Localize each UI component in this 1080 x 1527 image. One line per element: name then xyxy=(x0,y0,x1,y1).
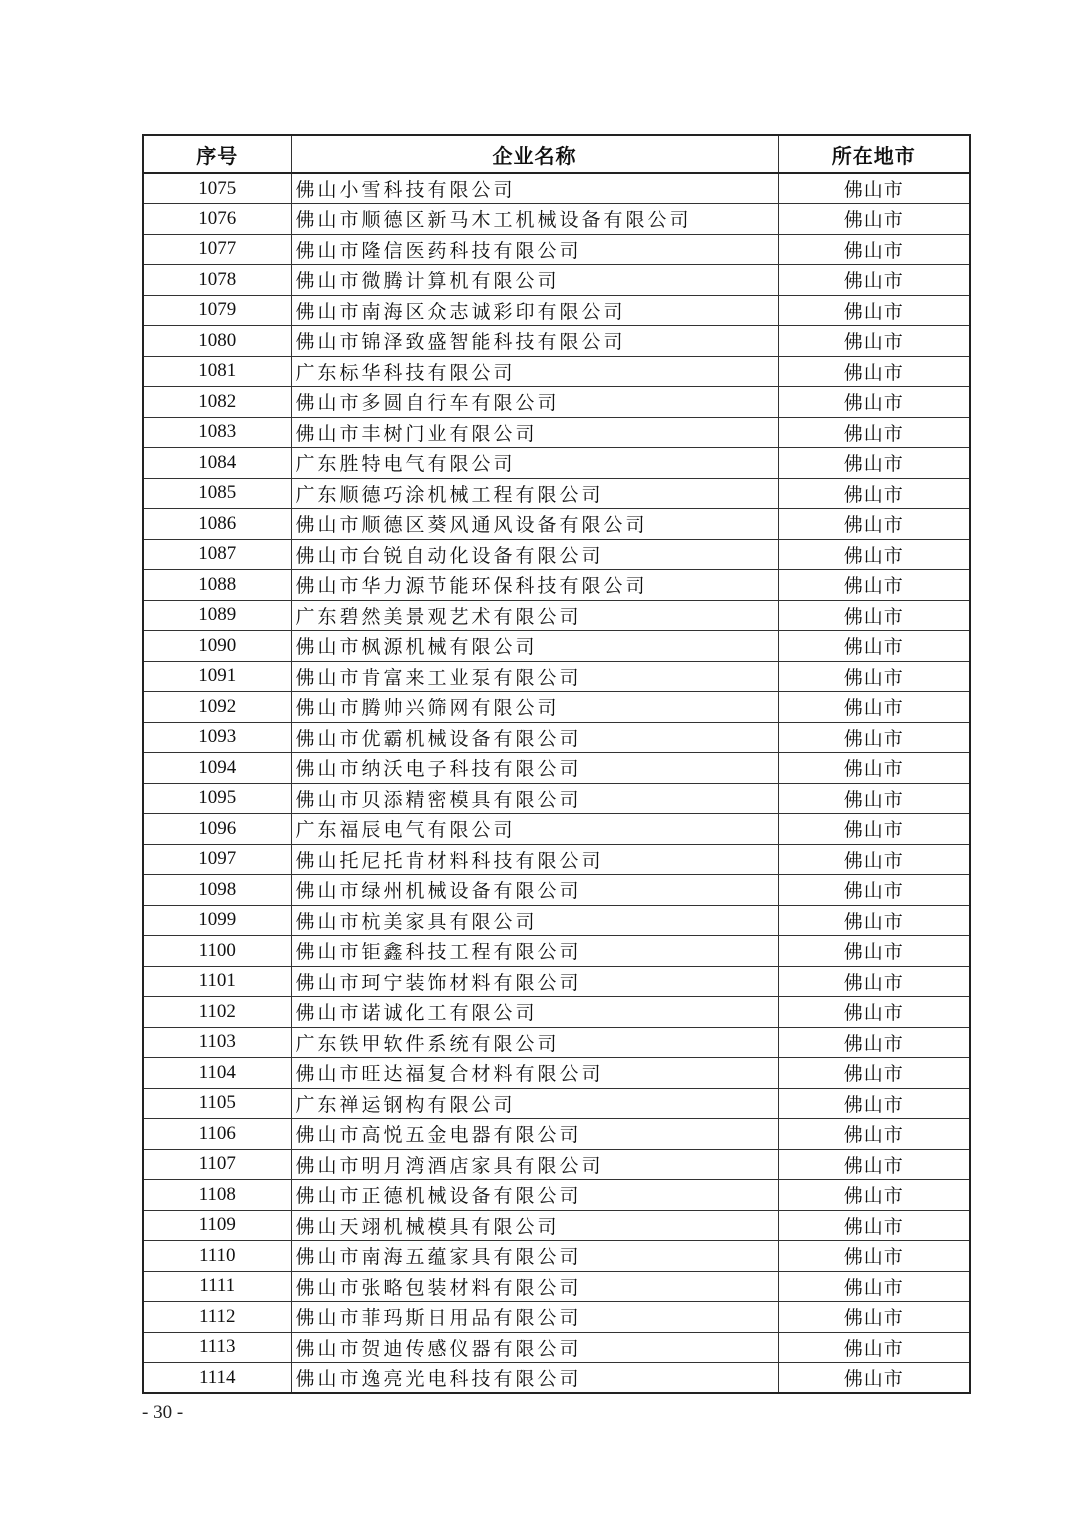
table-row xyxy=(143,1241,970,1272)
row-company-name: 佛山市优霸机械设备有限公司 xyxy=(291,722,778,753)
row-city: 佛山市 xyxy=(778,1180,970,1211)
row-city: 佛山市 xyxy=(778,814,970,845)
table-row xyxy=(143,448,970,479)
row-company-name: 佛山市多圆自行车有限公司 xyxy=(291,387,778,418)
row-index: 1113 xyxy=(143,1332,291,1363)
row-city: 佛山市 xyxy=(778,1241,970,1272)
row-index: 1107 xyxy=(143,1149,291,1180)
row-company-name: 广东碧然美景观艺术有限公司 xyxy=(291,600,778,631)
table-row xyxy=(143,295,970,326)
row-company-name: 佛山市台锐自动化设备有限公司 xyxy=(291,539,778,570)
row-company-name: 佛山市逸亮光电科技有限公司 xyxy=(291,1363,778,1394)
row-city: 佛山市 xyxy=(778,1027,970,1058)
row-city: 佛山市 xyxy=(778,1332,970,1363)
row-index: 1110 xyxy=(143,1241,291,1272)
row-company-name: 广东胜特电气有限公司 xyxy=(291,448,778,479)
row-index: 1083 xyxy=(143,417,291,448)
row-index: 1081 xyxy=(143,356,291,387)
row-index: 1102 xyxy=(143,997,291,1028)
header-company-name: 企业名称 xyxy=(291,135,778,173)
row-index: 1111 xyxy=(143,1271,291,1302)
row-city: 佛山市 xyxy=(778,1119,970,1150)
row-company-name: 广东顺德巧涂机械工程有限公司 xyxy=(291,478,778,509)
header-row xyxy=(143,135,970,173)
table-row xyxy=(143,783,970,814)
row-index: 1088 xyxy=(143,570,291,601)
row-company-name: 佛山市锦泽致盛智能科技有限公司 xyxy=(291,326,778,357)
table-row xyxy=(143,265,970,296)
row-index: 1094 xyxy=(143,753,291,784)
row-city: 佛山市 xyxy=(778,539,970,570)
row-company-name: 佛山市明月湾酒店家具有限公司 xyxy=(291,1149,778,1180)
table-row xyxy=(143,417,970,448)
row-company-name: 佛山天翊机械模具有限公司 xyxy=(291,1210,778,1241)
table-row xyxy=(143,326,970,357)
header-index: 序号 xyxy=(143,135,291,173)
row-company-name: 佛山市杭美家具有限公司 xyxy=(291,905,778,936)
table-row xyxy=(143,356,970,387)
row-city: 佛山市 xyxy=(778,1363,970,1394)
row-company-name: 佛山市华力源节能环保科技有限公司 xyxy=(291,570,778,601)
row-city: 佛山市 xyxy=(778,844,970,875)
table-row xyxy=(143,1302,970,1333)
row-index: 1080 xyxy=(143,326,291,357)
row-company-name: 佛山市绿州机械设备有限公司 xyxy=(291,875,778,906)
row-company-name: 佛山市纳沃电子科技有限公司 xyxy=(291,753,778,784)
header-city: 所在地市 xyxy=(778,135,970,173)
row-index: 1096 xyxy=(143,814,291,845)
row-index: 1104 xyxy=(143,1058,291,1089)
row-index: 1079 xyxy=(143,295,291,326)
row-index: 1114 xyxy=(143,1363,291,1394)
row-index: 1105 xyxy=(143,1088,291,1119)
row-city: 佛山市 xyxy=(778,875,970,906)
row-company-name: 佛山市钜鑫科技工程有限公司 xyxy=(291,936,778,967)
row-city: 佛山市 xyxy=(778,722,970,753)
table-row xyxy=(143,1332,970,1363)
row-index: 1108 xyxy=(143,1180,291,1211)
table-row xyxy=(143,1119,970,1150)
row-index: 1077 xyxy=(143,234,291,265)
row-city: 佛山市 xyxy=(778,783,970,814)
table-header xyxy=(143,135,970,173)
company-table xyxy=(142,134,971,1394)
table-row xyxy=(143,570,970,601)
row-index: 1087 xyxy=(143,539,291,570)
row-index: 1109 xyxy=(143,1210,291,1241)
row-city: 佛山市 xyxy=(778,631,970,662)
row-city: 佛山市 xyxy=(778,570,970,601)
table-row xyxy=(143,1363,970,1394)
table-row xyxy=(143,1180,970,1211)
row-city: 佛山市 xyxy=(778,905,970,936)
row-index: 1098 xyxy=(143,875,291,906)
row-index: 1093 xyxy=(143,722,291,753)
row-city: 佛山市 xyxy=(778,448,970,479)
table-row xyxy=(143,1088,970,1119)
row-city: 佛山市 xyxy=(778,1302,970,1333)
row-index: 1078 xyxy=(143,265,291,296)
row-index: 1092 xyxy=(143,692,291,723)
row-city: 佛山市 xyxy=(778,1088,970,1119)
page-number: - 30 - xyxy=(142,1402,184,1423)
row-index: 1101 xyxy=(143,966,291,997)
table-row xyxy=(143,1149,970,1180)
table-row xyxy=(143,1027,970,1058)
row-city: 佛山市 xyxy=(778,478,970,509)
row-city: 佛山市 xyxy=(778,753,970,784)
row-city: 佛山市 xyxy=(778,600,970,631)
row-city: 佛山市 xyxy=(778,234,970,265)
row-city: 佛山市 xyxy=(778,936,970,967)
table-row xyxy=(143,173,970,204)
table-body xyxy=(143,173,970,1393)
row-index: 1091 xyxy=(143,661,291,692)
row-city: 佛山市 xyxy=(778,997,970,1028)
row-index: 1095 xyxy=(143,783,291,814)
table-row xyxy=(143,1271,970,1302)
table-row xyxy=(143,753,970,784)
table-row xyxy=(143,905,970,936)
row-city: 佛山市 xyxy=(778,204,970,235)
table-row xyxy=(143,814,970,845)
table-row xyxy=(143,234,970,265)
row-company-name: 佛山市高悦五金电器有限公司 xyxy=(291,1119,778,1150)
row-company-name: 广东福辰电气有限公司 xyxy=(291,814,778,845)
row-city: 佛山市 xyxy=(778,1058,970,1089)
row-city: 佛山市 xyxy=(778,417,970,448)
row-company-name: 佛山市诺诚化工有限公司 xyxy=(291,997,778,1028)
row-index: 1097 xyxy=(143,844,291,875)
row-index: 1075 xyxy=(143,173,291,204)
row-company-name: 佛山小雪科技有限公司 xyxy=(291,173,778,204)
table-row xyxy=(143,722,970,753)
row-company-name: 佛山市腾帅兴筛网有限公司 xyxy=(291,692,778,723)
row-company-name: 佛山市丰树门业有限公司 xyxy=(291,417,778,448)
table-row xyxy=(143,875,970,906)
row-index: 1076 xyxy=(143,204,291,235)
row-company-name: 佛山市张略包装材料有限公司 xyxy=(291,1271,778,1302)
table-row xyxy=(143,387,970,418)
table-row xyxy=(143,600,970,631)
row-index: 1090 xyxy=(143,631,291,662)
row-company-name: 佛山托尼托肯材料科技有限公司 xyxy=(291,844,778,875)
row-company-name: 广东禅运钢构有限公司 xyxy=(291,1088,778,1119)
row-company-name: 佛山市正德机械设备有限公司 xyxy=(291,1180,778,1211)
row-index: 1103 xyxy=(143,1027,291,1058)
row-company-name: 佛山市南海五蕴家具有限公司 xyxy=(291,1241,778,1272)
row-company-name: 广东标华科技有限公司 xyxy=(291,356,778,387)
row-company-name: 佛山市南海区众志诚彩印有限公司 xyxy=(291,295,778,326)
table-row xyxy=(143,204,970,235)
row-city: 佛山市 xyxy=(778,173,970,204)
row-company-name: 佛山市枫源机械有限公司 xyxy=(291,631,778,662)
row-city: 佛山市 xyxy=(778,265,970,296)
row-company-name: 佛山市微腾计算机有限公司 xyxy=(291,265,778,296)
table-row xyxy=(143,631,970,662)
row-company-name: 佛山市贝添精密模具有限公司 xyxy=(291,783,778,814)
table-row xyxy=(143,844,970,875)
row-city: 佛山市 xyxy=(778,356,970,387)
row-index: 1112 xyxy=(143,1302,291,1333)
row-company-name: 佛山市贺迪传感仪器有限公司 xyxy=(291,1332,778,1363)
row-index: 1089 xyxy=(143,600,291,631)
row-city: 佛山市 xyxy=(778,1210,970,1241)
row-company-name: 佛山市珂宁装饰材料有限公司 xyxy=(291,966,778,997)
row-index: 1100 xyxy=(143,936,291,967)
table-row xyxy=(143,692,970,723)
row-city: 佛山市 xyxy=(778,966,970,997)
table-row xyxy=(143,1058,970,1089)
table-row xyxy=(143,478,970,509)
table-row xyxy=(143,509,970,540)
row-company-name: 佛山市旺达福复合材料有限公司 xyxy=(291,1058,778,1089)
row-company-name: 佛山市顺德区新马木工机械设备有限公司 xyxy=(291,204,778,235)
row-city: 佛山市 xyxy=(778,326,970,357)
row-index: 1099 xyxy=(143,905,291,936)
row-city: 佛山市 xyxy=(778,387,970,418)
table-row xyxy=(143,1210,970,1241)
row-index: 1106 xyxy=(143,1119,291,1150)
table-row xyxy=(143,539,970,570)
row-city: 佛山市 xyxy=(778,661,970,692)
row-city: 佛山市 xyxy=(778,692,970,723)
row-city: 佛山市 xyxy=(778,1149,970,1180)
row-city: 佛山市 xyxy=(778,509,970,540)
table-row xyxy=(143,661,970,692)
row-company-name: 佛山市肯富来工业泵有限公司 xyxy=(291,661,778,692)
row-company-name: 佛山市菲玛斯日用品有限公司 xyxy=(291,1302,778,1333)
row-index: 1085 xyxy=(143,478,291,509)
table-row xyxy=(143,997,970,1028)
row-index: 1082 xyxy=(143,387,291,418)
table-row xyxy=(143,966,970,997)
row-city: 佛山市 xyxy=(778,295,970,326)
row-company-name: 广东铁甲软件系统有限公司 xyxy=(291,1027,778,1058)
table-row xyxy=(143,936,970,967)
row-index: 1086 xyxy=(143,509,291,540)
row-index: 1084 xyxy=(143,448,291,479)
row-city: 佛山市 xyxy=(778,1271,970,1302)
row-company-name: 佛山市顺德区葵风通风设备有限公司 xyxy=(291,509,778,540)
row-company-name: 佛山市隆信医药科技有限公司 xyxy=(291,234,778,265)
